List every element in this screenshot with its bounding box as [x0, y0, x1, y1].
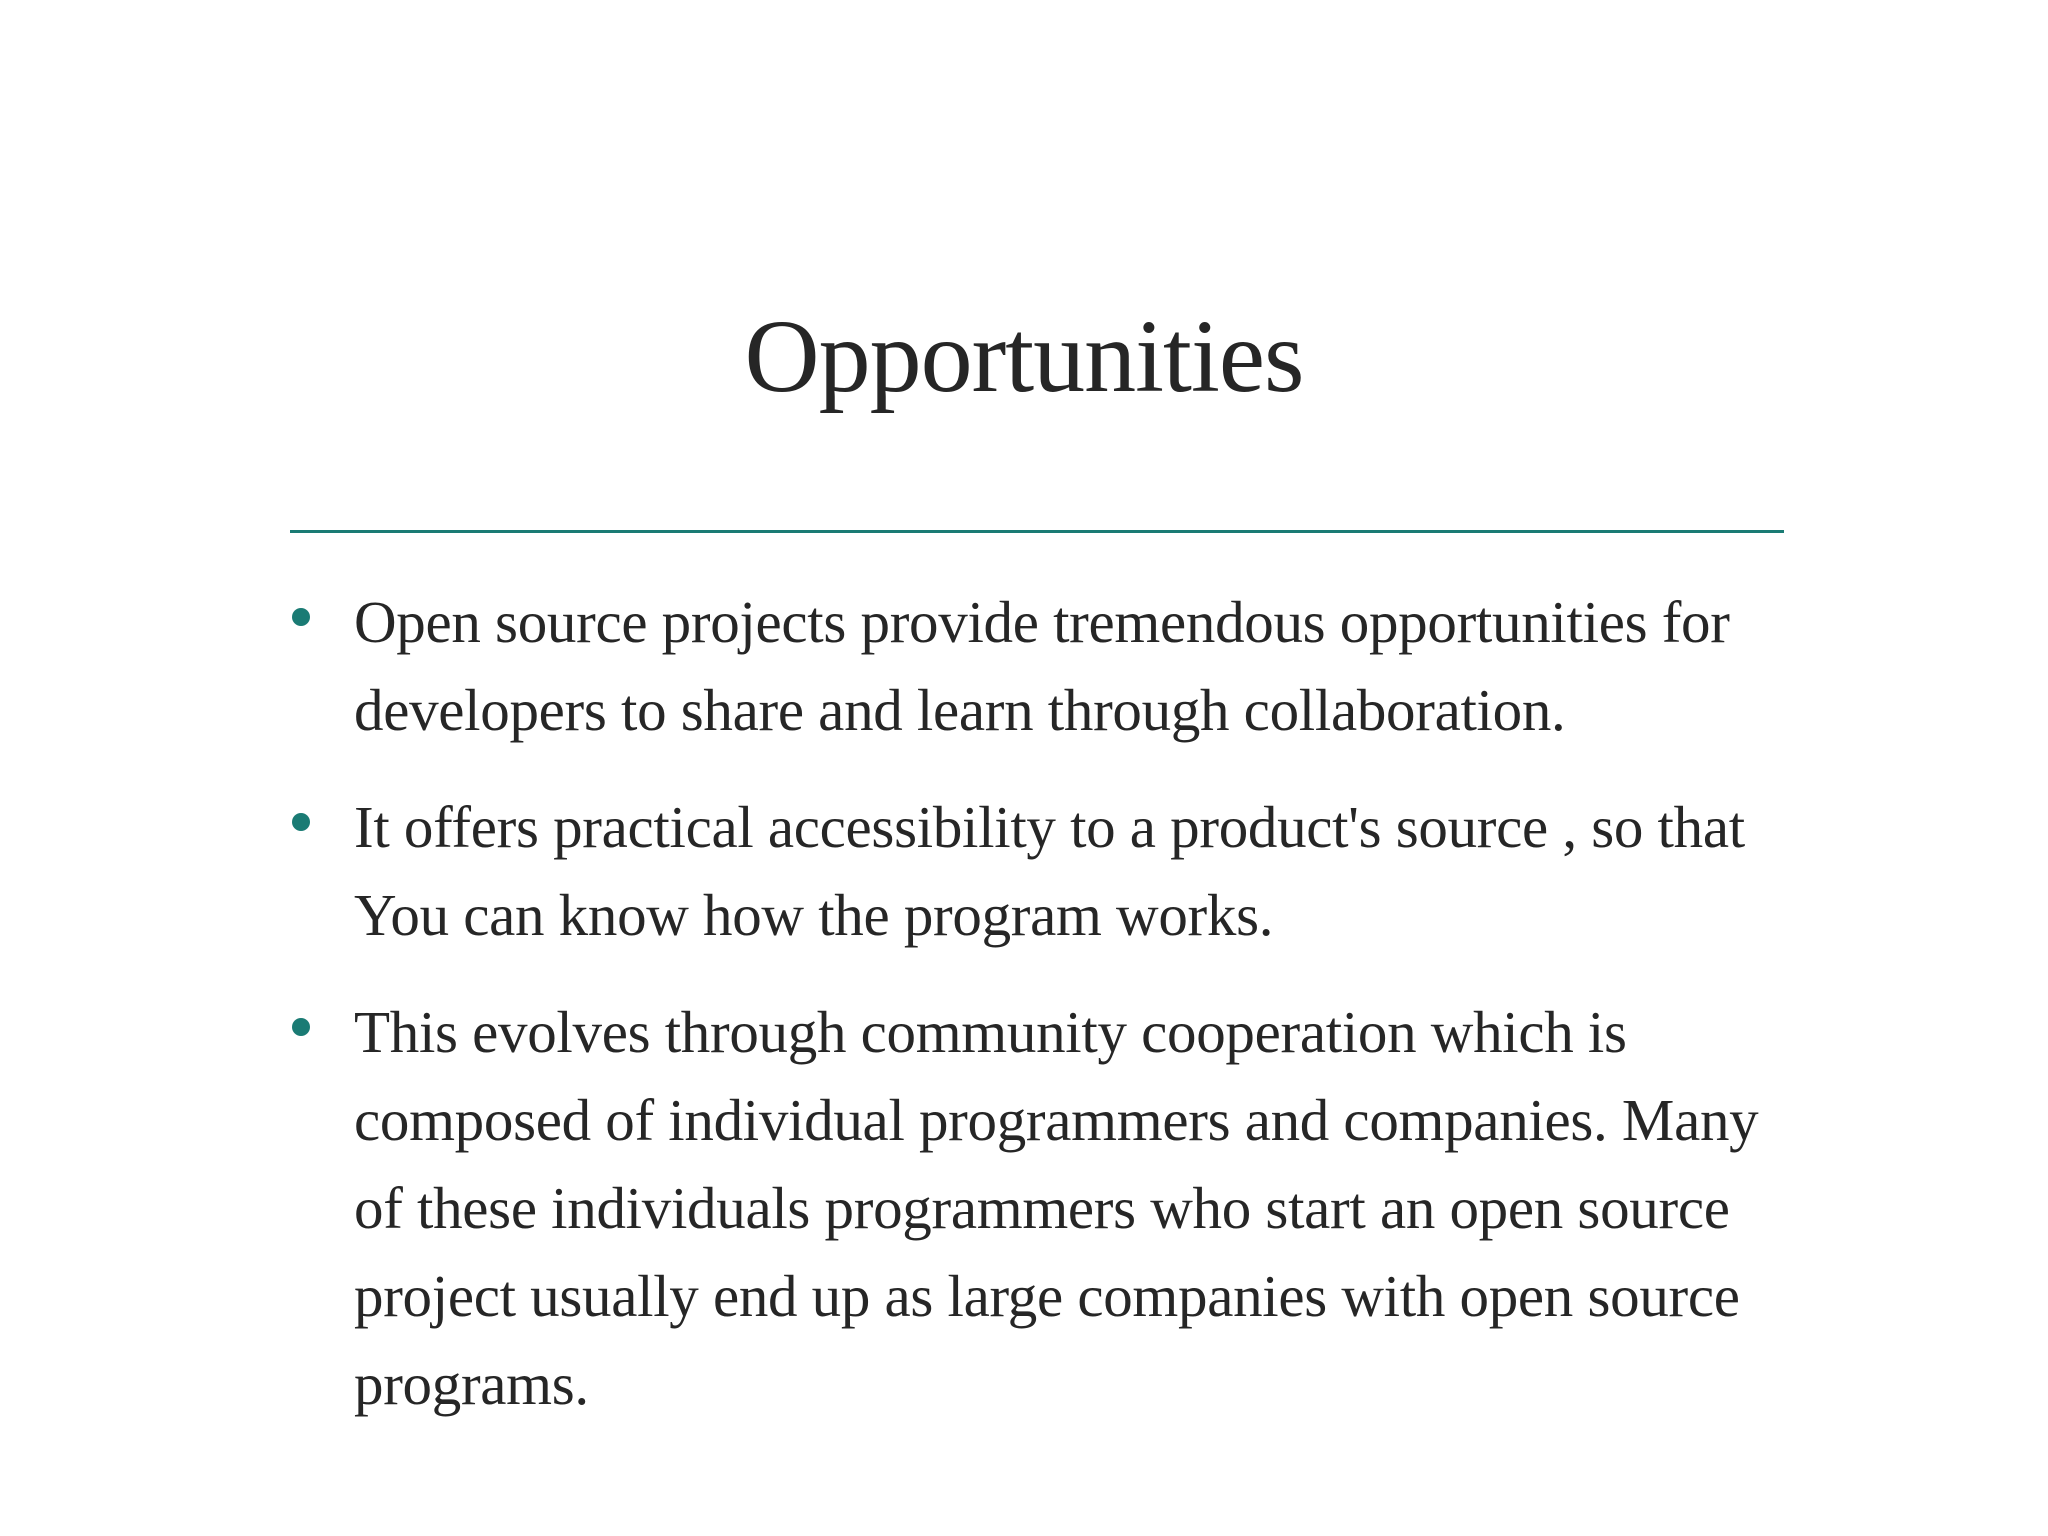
bullet-dot-icon — [292, 1018, 310, 1036]
bullet-dot-icon — [292, 608, 310, 626]
title-divider — [290, 530, 1784, 533]
bullet-item — [0, 783, 1784, 959]
bullet-item — [0, 578, 1784, 754]
bullet-text: This evolves through community cooperation which is composed of individual programmers and companies. Many of these individuals programmers who start an open source project usually end up as large companies with open source programs. — [354, 999, 1759, 1417]
slide-title: Opportunities — [744, 299, 1304, 414]
bullet-item — [0, 988, 1784, 1428]
bullet-dot-icon — [292, 813, 310, 831]
bullet-text: Open source projects provide tremendous opportunities for developers to share and learn through collaboration. — [354, 589, 1730, 743]
bullet-list — [0, 578, 2048, 1457]
bullet-text: It offers practical accessibility to a product's source , so that You can know how the program works. — [354, 794, 1745, 948]
